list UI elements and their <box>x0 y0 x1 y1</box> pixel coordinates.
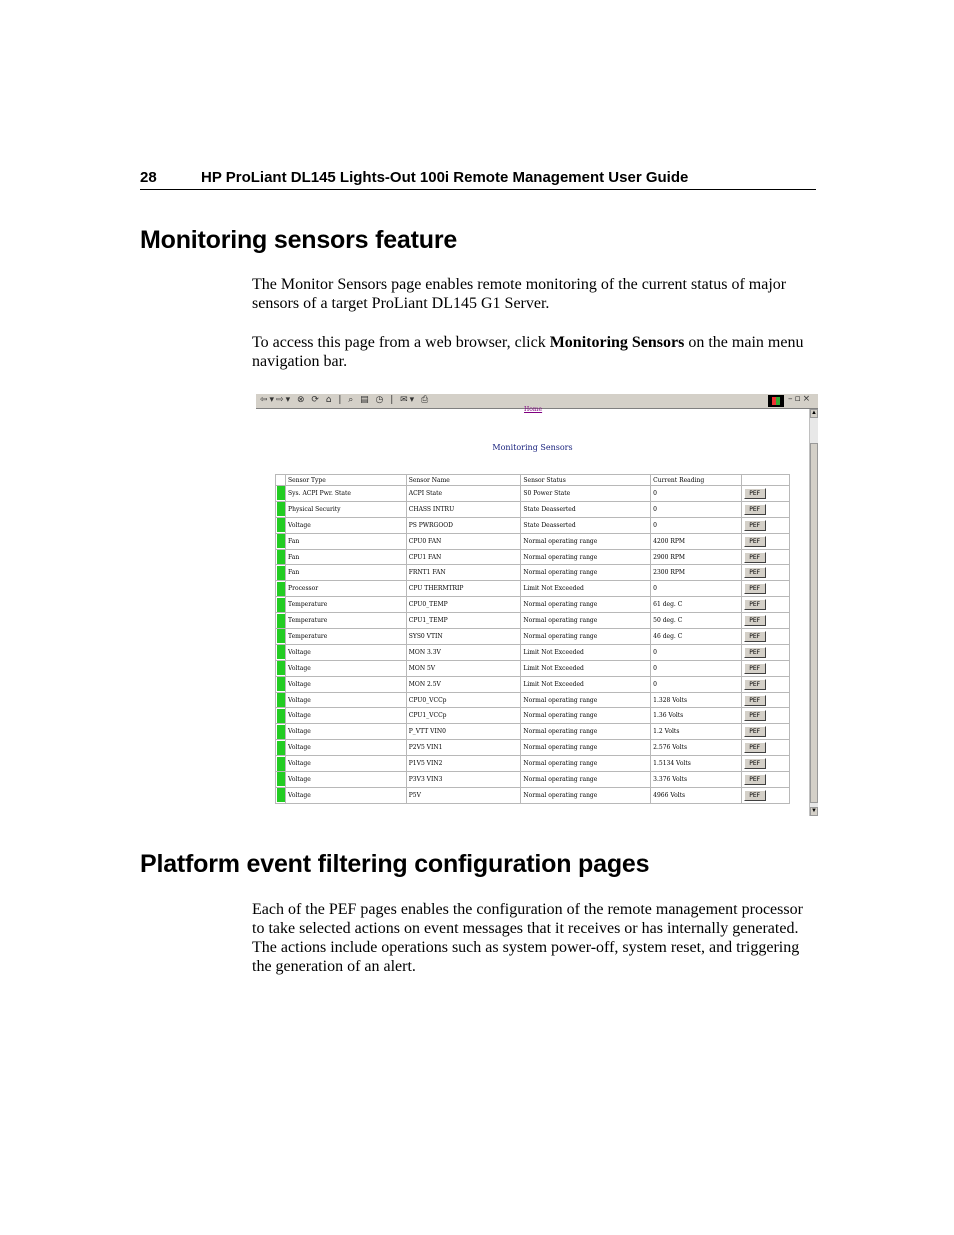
sensor-name-cell: MON 2.5V <box>406 676 521 692</box>
status-indicator-icon <box>277 598 285 612</box>
sensor-type-cell: Voltage <box>286 644 407 660</box>
pef-button-cell <box>741 597 789 613</box>
current-reading-cell: 50 deg. C <box>651 613 742 629</box>
pef-button-cell <box>741 501 789 517</box>
status-indicator-cell <box>276 549 286 565</box>
status-indicator-cell <box>276 756 286 772</box>
sensor-name-cell: PS PWRGOOD <box>406 517 521 533</box>
sensor-row <box>276 787 790 803</box>
monitoring-sensors-title: Monitoring Sensors <box>492 443 573 452</box>
running-header <box>140 168 816 190</box>
pef-button-cell <box>741 517 789 533</box>
status-indicator-icon <box>277 518 285 532</box>
sensor-name-cell: P1V5 VIN2 <box>406 756 521 772</box>
pef-button-cell <box>741 533 789 549</box>
pef-button[interactable]: PEF <box>744 488 766 499</box>
sensor-row <box>276 724 790 740</box>
status-indicator-icon <box>277 566 285 580</box>
pef-button[interactable]: PEF <box>744 695 766 706</box>
current-reading-cell: 61 deg. C <box>651 597 742 613</box>
status-indicator-cell <box>276 708 286 724</box>
pef-button[interactable]: PEF <box>744 726 766 737</box>
pef-button-cell <box>741 644 789 660</box>
status-indicator-icon <box>277 741 285 755</box>
sensor-name-cell: P5V <box>406 787 521 803</box>
pef-button-cell <box>741 676 789 692</box>
monitoring-sensors-screenshot <box>256 394 818 816</box>
current-reading-cell: 2300 RPM <box>651 565 742 581</box>
sensor-status-cell: Normal operating range <box>521 613 651 629</box>
sensor-status-cell: Normal operating range <box>521 565 651 581</box>
status-indicator-cell <box>276 724 286 740</box>
sensor-type-cell: Voltage <box>286 724 407 740</box>
pef-button-cell <box>741 613 789 629</box>
pef-button[interactable]: PEF <box>744 663 766 674</box>
current-reading-cell: 0 <box>651 676 742 692</box>
status-indicator-cell <box>276 787 286 803</box>
sensor-type-cell: Voltage <box>286 740 407 756</box>
current-reading-cell: 0 <box>651 517 742 533</box>
sensor-name-cell: CPU1_TEMP <box>406 613 521 629</box>
pef-button[interactable]: PEF <box>744 790 766 801</box>
sensor-table <box>275 474 790 804</box>
pef-button-cell <box>741 787 789 803</box>
sensor-type-cell: Voltage <box>286 772 407 788</box>
sensor-name-cell: ACPI State <box>406 486 521 502</box>
pef-button-cell <box>741 660 789 676</box>
sensor-status-cell: Normal operating range <box>521 772 651 788</box>
sensor-row <box>276 613 790 629</box>
status-indicator-icon <box>277 582 285 596</box>
scroll-down-arrow-icon[interactable]: ▼ <box>811 808 817 814</box>
sensor-type-cell: Voltage <box>286 660 407 676</box>
status-indicator-cell <box>276 517 286 533</box>
sensor-name-cell: CPU THERMTRIP <box>406 581 521 597</box>
status-indicator-icon <box>277 788 285 802</box>
status-indicator-cell <box>276 629 286 645</box>
status-indicator-icon <box>277 645 285 659</box>
scroll-thumb[interactable] <box>810 443 818 803</box>
sensor-name-cell: CPU1_VCCp <box>406 708 521 724</box>
pef-button-cell <box>741 740 789 756</box>
sensor-status-cell: Normal operating range <box>521 549 651 565</box>
monitoring-sensors-heading: Monitoring sensors feature <box>140 226 458 254</box>
status-indicator-cell <box>276 565 286 581</box>
pef-button[interactable]: PEF <box>744 615 766 626</box>
current-reading-cell: 4966 Volts <box>651 787 742 803</box>
sensor-row <box>276 629 790 645</box>
sensor-status-cell: Normal operating range <box>521 629 651 645</box>
sensor-status-cell: State Deasserted <box>521 501 651 517</box>
window-controls: –▫× <box>788 394 813 404</box>
sensor-row <box>276 772 790 788</box>
page-number: 28 <box>140 169 157 186</box>
sensor-row <box>276 581 790 597</box>
sensor-type-cell: Voltage <box>286 756 407 772</box>
status-indicator-cell <box>276 486 286 502</box>
pef-button-cell <box>741 565 789 581</box>
pef-button[interactable]: PEF <box>744 710 766 721</box>
status-indicator-icon <box>277 629 285 643</box>
pef-button-cell <box>741 692 789 708</box>
sensor-type-cell: Voltage <box>286 708 407 724</box>
status-indicator-cell <box>276 597 286 613</box>
sensor-row <box>276 565 790 581</box>
status-indicator-cell <box>276 772 286 788</box>
sensor-row <box>276 756 790 772</box>
sensor-row <box>276 740 790 756</box>
status-indicator-icon <box>277 661 285 675</box>
sensor-status-cell: State Deasserted <box>521 517 651 533</box>
status-indicator-cell <box>276 644 286 660</box>
pef-button-cell <box>741 581 789 597</box>
sensor-name-cell: CPU0_VCCp <box>406 692 521 708</box>
sensor-row <box>276 692 790 708</box>
sensor-type-cell: Temperature <box>286 629 407 645</box>
sensor-status-cell: Normal operating range <box>521 692 651 708</box>
sensor-status-cell: Limit Not Exceeded <box>521 676 651 692</box>
sensor-name-cell: SYS0 VTIN <box>406 629 521 645</box>
sensor-type-cell: Temperature <box>286 597 407 613</box>
pef-button[interactable]: PEF <box>744 504 766 515</box>
current-reading-cell: 2.576 Volts <box>651 740 742 756</box>
pef-button[interactable]: PEF <box>744 520 766 531</box>
current-reading-cell: 0 <box>651 501 742 517</box>
current-reading-cell: 1.328 Volts <box>651 692 742 708</box>
status-indicator-cell <box>276 581 286 597</box>
pef-intro-paragraph: Each of the PEF pages enables the configuration of the remote management processor to take selected actions on event messages that it receives or has internally generated. The actions include operations such as system power-off, system reset, and triggering the generation of an alert. <box>252 901 803 975</box>
pef-button[interactable]: PEF <box>744 567 766 578</box>
current-reading-cell: 1.2 Volts <box>651 724 742 740</box>
sensor-status-cell: Normal operating range <box>521 756 651 772</box>
vertical-scrollbar[interactable] <box>809 409 818 816</box>
pef-button[interactable]: PEF <box>744 536 766 547</box>
pef-button-cell <box>741 708 789 724</box>
status-indicator-cell <box>276 613 286 629</box>
sensor-type-cell: Physical Security <box>286 501 407 517</box>
status-indicator-icon <box>277 772 285 786</box>
status-indicator-icon <box>277 725 285 739</box>
pef-button-cell <box>741 772 789 788</box>
current-reading-cell: 0 <box>651 486 742 502</box>
sensor-type-cell: Temperature <box>286 613 407 629</box>
current-reading-cell: 0 <box>651 581 742 597</box>
pef-button[interactable]: PEF <box>744 647 766 658</box>
sensor-name-cell: P2V5 VIN1 <box>406 740 521 756</box>
windows-logo-icon <box>768 395 784 407</box>
header-action-cell <box>741 475 789 486</box>
sensor-type-cell: Processor <box>286 581 407 597</box>
current-reading-cell: 1.5134 Volts <box>651 756 742 772</box>
status-indicator-cell <box>276 692 286 708</box>
sensor-status-cell: Normal operating range <box>521 787 651 803</box>
sensor-status-cell: Normal operating range <box>521 708 651 724</box>
pef-button-cell <box>741 629 789 645</box>
sensor-row <box>276 533 790 549</box>
sensor-name-cell: MON 5V <box>406 660 521 676</box>
sensor-row <box>276 597 790 613</box>
status-indicator-icon <box>277 614 285 628</box>
sensor-type-cell: Voltage <box>286 692 407 708</box>
current-reading-cell: 0 <box>651 660 742 676</box>
guide-title: HP ProLiant DL145 Lights-Out 100i Remote Management User Guide <box>201 169 689 186</box>
sensor-type-cell: Fan <box>286 533 407 549</box>
sensor-row <box>276 708 790 724</box>
pef-button-cell <box>741 724 789 740</box>
status-indicator-icon <box>277 502 285 516</box>
scroll-up-arrow-icon[interactable]: ▲ <box>811 410 817 416</box>
sensor-status-cell: S0 Power State <box>521 486 651 502</box>
pef-button[interactable]: PEF <box>744 599 766 610</box>
sensor-row <box>276 549 790 565</box>
current-reading-cell: 2900 RPM <box>651 549 742 565</box>
sensor-row <box>276 517 790 533</box>
sensor-status-cell: Limit Not Exceeded <box>521 660 651 676</box>
sensor-type-cell: Sys. ACPI Pwr. State <box>286 486 407 502</box>
pef-button-cell <box>741 549 789 565</box>
status-indicator-icon <box>277 486 285 500</box>
status-indicator-icon <box>277 677 285 691</box>
pef-button[interactable]: PEF <box>744 679 766 690</box>
pef-button[interactable]: PEF <box>744 583 766 594</box>
pef-button[interactable]: PEF <box>744 552 766 563</box>
home-link[interactable]: Home <box>524 406 543 413</box>
status-indicator-cell <box>276 660 286 676</box>
pef-button-cell <box>741 756 789 772</box>
pef-button[interactable]: PEF <box>744 742 766 753</box>
toolbar-icons: ⇦▾⇨▾ ⊗ ⟳ ⌂ | ⌕ ▤ ◷ | ✉▾ ⎙ <box>260 395 431 405</box>
sensor-row <box>276 660 790 676</box>
status-indicator-cell <box>276 533 286 549</box>
status-indicator-icon <box>277 709 285 723</box>
sensor-type-cell: Voltage <box>286 676 407 692</box>
current-reading-cell: 0 <box>651 644 742 660</box>
monitoring-access-paragraph <box>252 333 818 371</box>
status-indicator-cell <box>276 501 286 517</box>
sensor-row <box>276 501 790 517</box>
pef-button-cell <box>741 486 789 502</box>
status-indicator-icon <box>277 693 285 707</box>
access-text-prefix: To access this page from a web browser, click <box>252 334 550 351</box>
access-text-suffix: on the main menu navigation bar. <box>252 334 804 370</box>
sensor-row <box>276 486 790 502</box>
status-indicator-icon <box>277 534 285 548</box>
sensor-status-cell: Normal operating range <box>521 597 651 613</box>
pef-button[interactable]: PEF <box>744 774 766 785</box>
pef-button[interactable]: PEF <box>744 758 766 769</box>
status-indicator-cell <box>276 676 286 692</box>
sensor-table-header <box>276 475 790 486</box>
sensor-name-cell: MON 3.3V <box>406 644 521 660</box>
header-current-reading: Current Reading <box>651 475 742 486</box>
status-indicator-icon <box>277 550 285 564</box>
sensor-name-cell: FRNT1 FAN <box>406 565 521 581</box>
sensor-name-cell: CPU0 FAN <box>406 533 521 549</box>
status-indicator-cell <box>276 740 286 756</box>
current-reading-cell: 4200 RPM <box>651 533 742 549</box>
pef-button[interactable]: PEF <box>744 631 766 642</box>
sensor-type-cell: Fan <box>286 565 407 581</box>
current-reading-cell: 46 deg. C <box>651 629 742 645</box>
sensor-name-cell: CPU0_TEMP <box>406 597 521 613</box>
current-reading-cell: 3.376 Volts <box>651 772 742 788</box>
sensor-status-cell: Normal operating range <box>521 533 651 549</box>
sensor-type-cell: Voltage <box>286 787 407 803</box>
sensor-status-cell: Limit Not Exceeded <box>521 644 651 660</box>
current-reading-cell: 1.36 Volts <box>651 708 742 724</box>
sensor-row <box>276 644 790 660</box>
sensor-status-cell: Limit Not Exceeded <box>521 581 651 597</box>
sensor-type-cell: Voltage <box>286 517 407 533</box>
monitoring-intro-paragraph: The Monitor Sensors page enables remote monitoring of the current status of major sensors of a target ProLiant DL145 G1 Server. <box>252 276 787 312</box>
monitoring-sensors-term: Monitoring Sensors <box>549 334 685 351</box>
sensor-name-cell: P_VTT VIN0 <box>406 724 521 740</box>
header-sensor-name: Sensor Name <box>406 475 521 486</box>
header-sensor-type: Sensor Type <box>286 475 407 486</box>
sensor-name-cell: CPU1 FAN <box>406 549 521 565</box>
pef-config-heading: Platform event filtering configuration pages <box>140 850 650 878</box>
sensor-status-cell: Normal operating range <box>521 740 651 756</box>
header-indicator-cell <box>276 475 286 486</box>
sensor-type-cell: Fan <box>286 549 407 565</box>
sensor-name-cell: CHASS INTRU <box>406 501 521 517</box>
status-indicator-icon <box>277 757 285 771</box>
sensor-status-cell: Normal operating range <box>521 724 651 740</box>
sensor-name-cell: P3V3 VIN3 <box>406 772 521 788</box>
header-sensor-status: Sensor Status <box>521 475 651 486</box>
sensor-row <box>276 676 790 692</box>
